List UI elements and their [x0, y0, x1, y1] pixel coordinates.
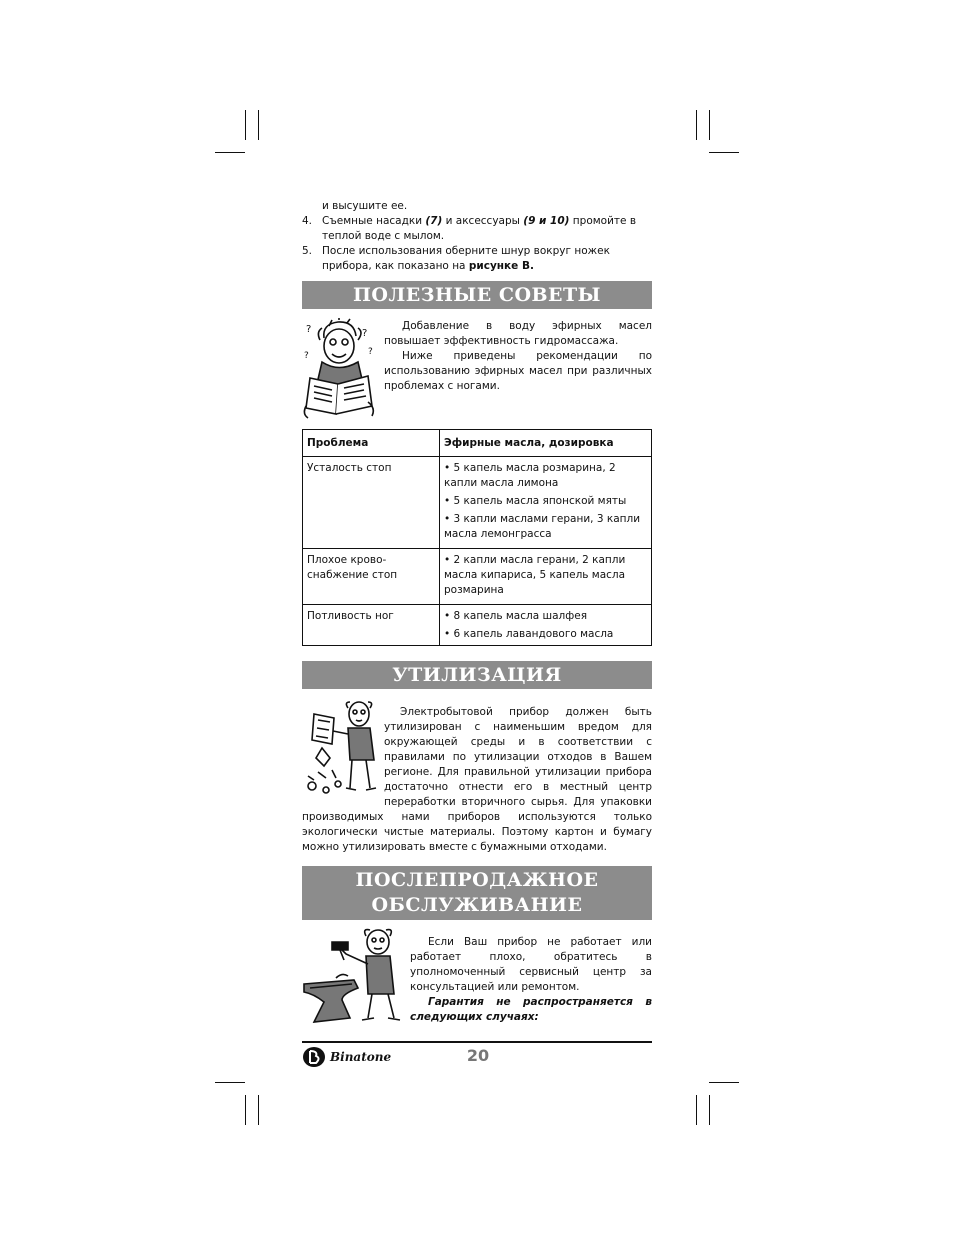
crop-mark: [709, 110, 710, 140]
tips-intro-paragraph: Ниже приведены рекомендации по использованию эфирных масел при различных проблемах с ногами.: [384, 350, 652, 392]
crop-mark: [709, 152, 739, 153]
binatone-logo-icon: [302, 1046, 328, 1068]
crop-mark: [258, 110, 259, 140]
crop-mark: [709, 1082, 739, 1083]
warranty-note: Гарантия не распространяется в следующих случаях:: [410, 996, 652, 1023]
item-ref: (9 и 10): [523, 215, 570, 227]
oils-cell: [440, 457, 652, 549]
oils-cell: [440, 549, 652, 605]
oil-text: 5 капель масла розмарина, 2 капли масла лимона: [444, 462, 616, 489]
table-header-row: [303, 430, 652, 457]
crop-mark: [245, 1095, 246, 1125]
section-header-disposal: [302, 661, 652, 689]
item-ref: рисунке В.: [468, 260, 534, 272]
continuation-text: и высушите ее.: [322, 200, 408, 212]
disposal-paragraph: Электробытовой прибор должен быть утилизирован с наименьшим вредом для окружающей среды и в соответствии с правилами по утилизации отходов в Вашем регионе. Для правильной утилизации прибора достаточно отнести его в местный центр переработки вторичного сырья. Для упаковки производимых нами приборов используются только экологически чистые материалы. Поэтому картон и бумагу можно утилизировать вместе с бумажными отходами.: [302, 706, 652, 853]
item-number: 5.: [302, 245, 313, 257]
oil-text: 3 капли маслами герани, 3 капли масла лемонграсса: [444, 513, 641, 540]
oils-cell: [440, 605, 652, 646]
list-item: [302, 244, 652, 274]
page-number: 20: [466, 1046, 490, 1065]
brand-name: Binatone: [330, 1050, 392, 1064]
oil-item: • 5 капель масла японской мяты: [444, 495, 627, 507]
man-with-anvil-illustration: [302, 928, 406, 1028]
section-header-service: [302, 866, 652, 920]
binatone-logo: [302, 1046, 391, 1068]
table-header: Эфирные масла, дозировка: [440, 430, 652, 457]
section-title: ПОСЛЕПРОДАЖНОЕ: [355, 869, 599, 891]
item-number: 4.: [302, 215, 313, 227]
oil-text: 5 капель масла японской мяты: [453, 495, 627, 507]
oil-item: • 5 капель масла розмарина, 2 капли масла лимона: [444, 462, 616, 489]
oil-text: 2 капли масла герани, 2 капли масла кипариса, 5 капель масла розмарина: [444, 554, 626, 596]
section-title: УТИЛИЗАЦИЯ: [392, 664, 562, 686]
cleaning-instructions: [302, 199, 652, 274]
tips-intro-paragraph: Добавление в воду эфирных масел повышает эффективность гидромассажа.: [384, 320, 652, 347]
crop-mark: [709, 1095, 710, 1125]
service-text: [410, 935, 652, 1025]
problem-cell: Усталость стоп: [303, 457, 440, 549]
oil-text: 8 капель масла шалфея: [453, 610, 588, 622]
crop-mark: [258, 1095, 259, 1125]
crop-mark: [696, 110, 697, 140]
item-ref: (7): [425, 215, 443, 227]
crop-mark: [215, 1082, 245, 1083]
list-item: [302, 214, 652, 244]
oil-item: • 8 капель масла шалфея: [444, 610, 588, 622]
oil-item: • 6 капель лавандового масла: [444, 628, 614, 640]
tips-intro: [384, 319, 652, 394]
oil-item: • 2 капли масла герани, 2 капли масла кипариса, 5 капель масла розмарина: [444, 554, 626, 596]
table-row: [303, 549, 652, 605]
item-text: промойте в теплой воде с мылом.: [322, 215, 637, 242]
service-paragraph: Если Ваш прибор не работает или работает плохо, обратитесь в уполномоченный сервисный центр за консультацией или ремонтом.: [410, 936, 652, 993]
crop-mark: [245, 110, 246, 140]
essential-oils-table: [302, 429, 652, 646]
table-header: Проблема: [303, 430, 440, 457]
oil-item: • 3 капли маслами герани, 3 капли масла лемонграсса: [444, 513, 641, 540]
oil-text: 6 капель лавандового масла: [453, 628, 614, 640]
disposal-text: [302, 705, 652, 855]
section-title: ПОЛЕЗНЫЕ СОВЕТЫ: [352, 284, 602, 306]
problem-cell: Потливость ног: [303, 605, 440, 646]
svg-text:?: ?: [306, 324, 312, 335]
problem-cell: Плохое крово-снабжение стоп: [303, 549, 440, 605]
crop-mark: [696, 1095, 697, 1125]
svg-text:?: ?: [362, 328, 368, 339]
section-header-tips: [302, 281, 652, 309]
footer-divider: [302, 1041, 652, 1043]
table-row: [303, 605, 652, 646]
item-text: После использования оберните шнур вокруг ножек прибора, как показано на: [322, 245, 610, 272]
crop-mark: [215, 152, 245, 153]
table-row: [303, 457, 652, 549]
svg-text:?: ?: [368, 347, 373, 357]
item-text: Съемные насадки: [322, 215, 426, 227]
illustration-spacer: [302, 705, 384, 809]
svg-text:?: ?: [304, 351, 309, 361]
list-item: [302, 199, 652, 214]
man-reading-illustration: [302, 318, 380, 420]
item-text: и аксессуары: [442, 215, 524, 227]
section-title: ОБСЛУЖИВАНИЕ: [371, 894, 583, 916]
